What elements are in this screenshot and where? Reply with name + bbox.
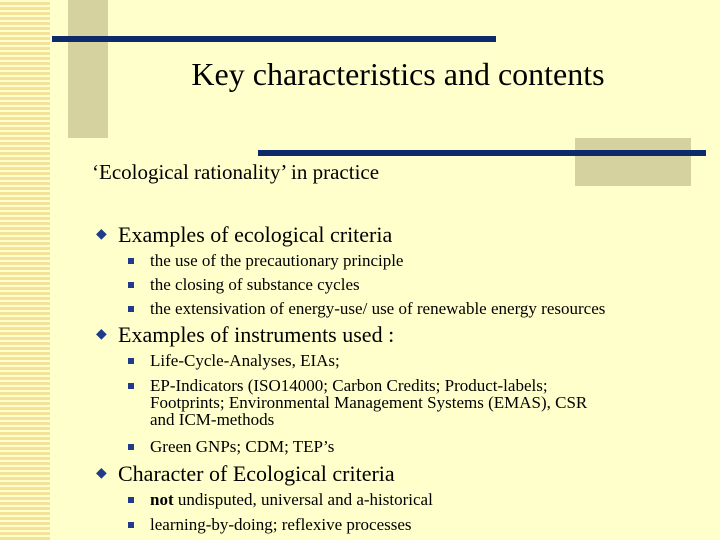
diamond-bullet-icon: ◆ bbox=[96, 227, 107, 242]
square-bullet-icon bbox=[128, 497, 134, 503]
diamond-bullet-icon: ◆ bbox=[96, 466, 107, 481]
square-bullet-icon bbox=[128, 358, 134, 364]
square-bullet-icon bbox=[128, 444, 134, 450]
left-stripe-band bbox=[0, 0, 50, 540]
decor-shade-mid bbox=[575, 138, 691, 186]
decor-bar-mid bbox=[258, 150, 706, 156]
slide-title: Key characteristics and contents bbox=[191, 56, 605, 92]
square-bullet-icon bbox=[128, 522, 134, 528]
decor-shade-top bbox=[68, 0, 108, 138]
square-bullet-icon bbox=[128, 282, 134, 288]
square-bullet-icon bbox=[128, 258, 134, 264]
decor-bar-top bbox=[52, 36, 496, 42]
slide-subtitle: ‘Ecological rationality’ in practice bbox=[92, 160, 380, 184]
square-bullet-icon bbox=[128, 383, 134, 389]
diamond-bullet-icon: ◆ bbox=[96, 327, 107, 342]
square-bullet-icon bbox=[128, 306, 134, 312]
